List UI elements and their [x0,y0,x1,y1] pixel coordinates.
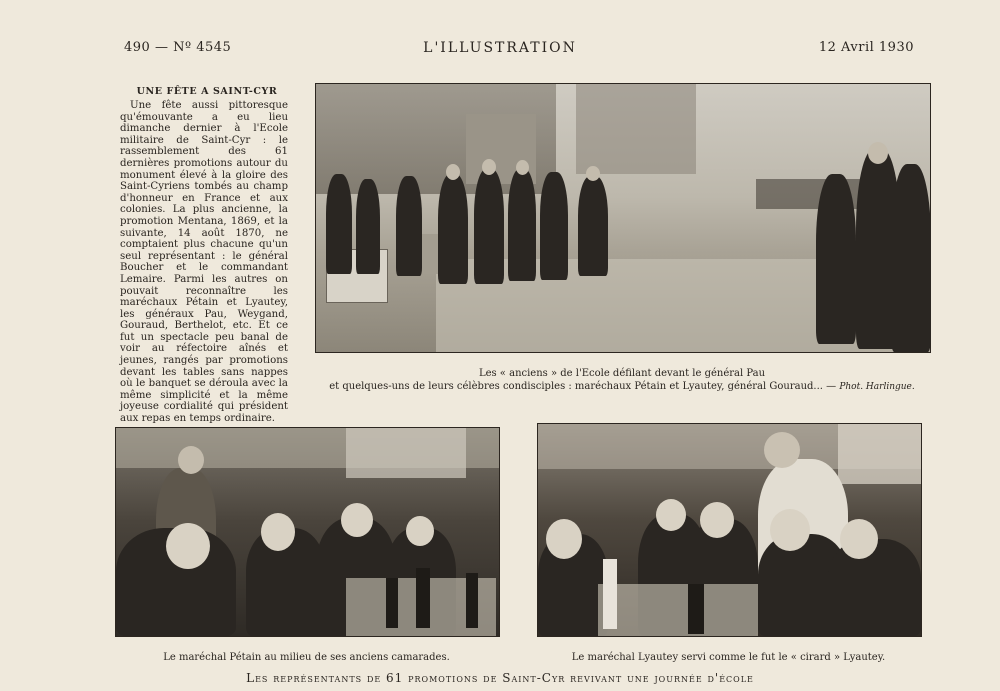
article-title: UNE FÊTE A SAINT-CYR [136,86,278,97]
caption-parade-line1: Les « anciens » de l'Ecole défilant devant le général Pau [478,368,766,379]
photo-parade [315,83,931,353]
photo-petain-banquet [115,427,500,637]
page-headline: Les représentants de 61 promotions de Saint-Cyr revivant une journée d'école [246,671,754,685]
photo-lyautey-banquet [537,423,922,637]
page-number: 490 — Nº 4545 [124,40,232,55]
masthead: L'ILLUSTRATION [423,40,577,56]
photo-credit: Phot. Harlingue. [839,382,915,392]
issue-date: 12 Avril 1930 [818,40,914,55]
caption-petain: Le maréchal Pétain au milieu de ses anciens camarades. [163,652,450,663]
caption-parade-line2: et quelques-uns de leurs célèbres condisciples : maréchaux Pétain et Lyautey, général Gouraud... — [329,381,837,392]
caption-parade [315,367,929,394]
caption-lyautey: Le maréchal Lyautey servi comme le fut le « cirard » Lyautey. [571,652,886,663]
article-body: Une fête aussi pittoresque qu'émouvante a eu lieu dimanche dernier à l'Ecole militaire de Saint-Cyr : le rassemblement des 61 dernières promotions autour du monument élevé à la gloire des Saint-Cyriens tombés au champ d'honneur en France et aux colonies. La plus ancienne, la promotion Mentana, 1869, et la suivante, 14 août 1870, ne comptaient plus chacune qu'un seul représentant : le général Boucher et le commandant Lemaire. Parmi les autres on pouvait reconnaître les maréchaux Pétain et Lyautey, les généraux Pau, Weygand, Gouraud, Berthelot, etc. Et ce fut un spectacle peu banal de voir au réfectoire aînés et jeunes, rangés par promotions devant les tables sans nappes où le banquet se déroula avec la même simplicité et la même joyeuse cordialité qui président aux repas en temps ordinaire. [120,100,288,425]
